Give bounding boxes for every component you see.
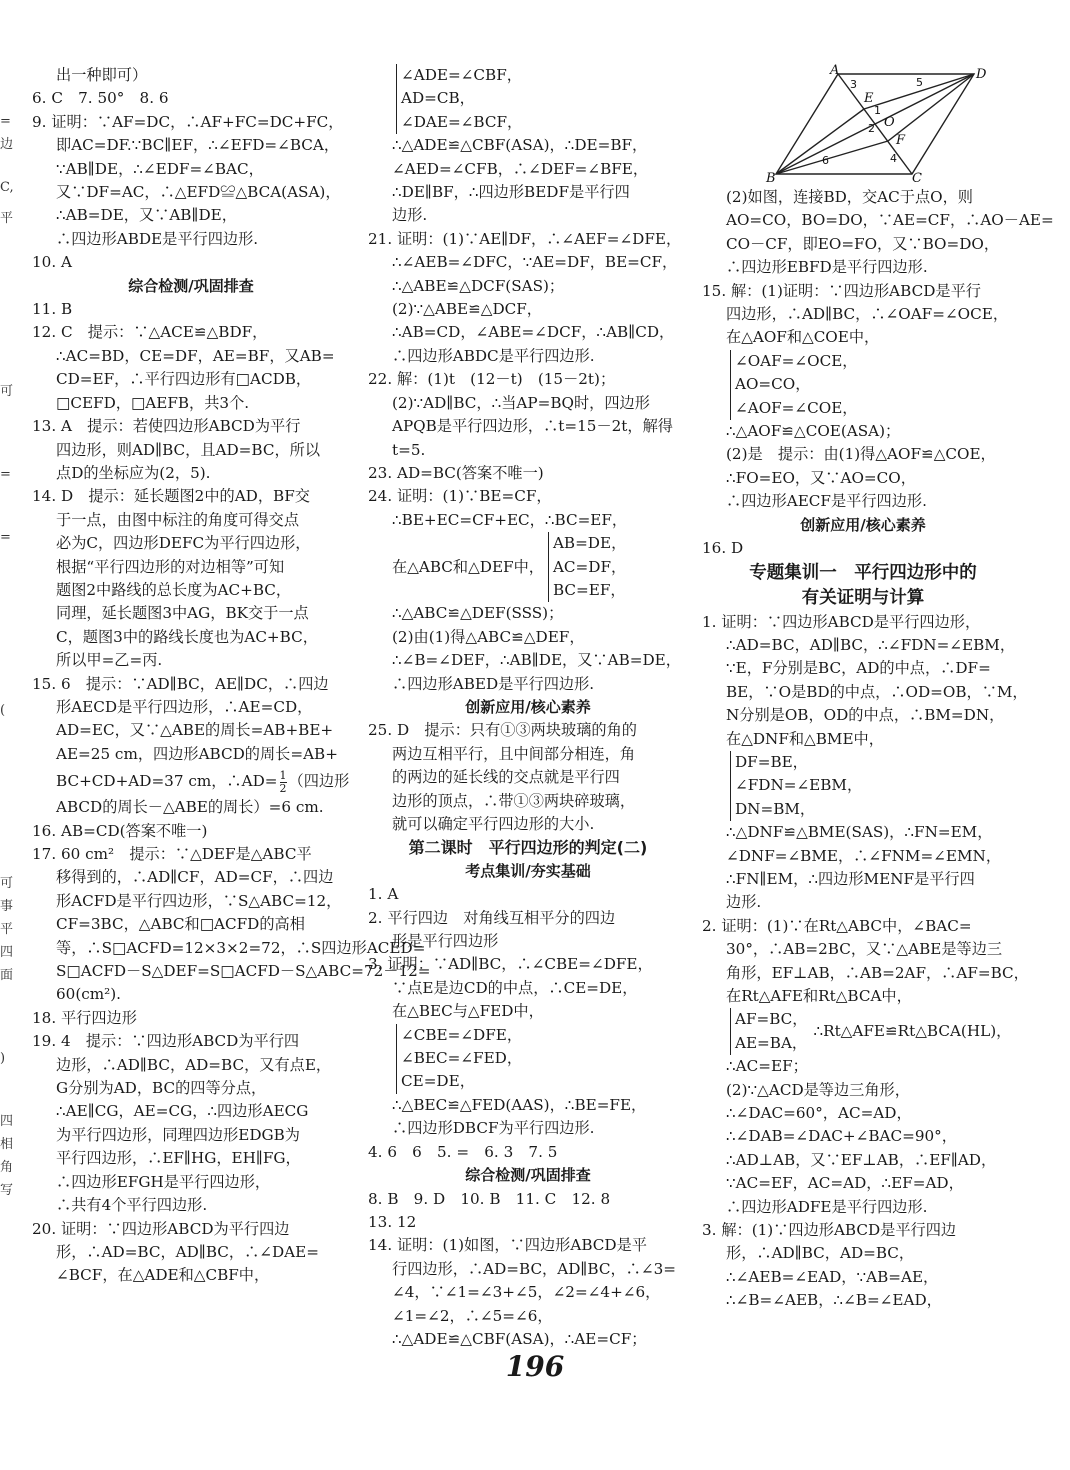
text-line: 形ACFD是平行四边形，∵S△ABC=12，: [56, 891, 342, 910]
equation-system: [730, 350, 1024, 420]
section-heading: 综合检测/巩固排查: [128, 276, 254, 295]
condition-line: AC=DF，: [552, 557, 627, 576]
page-number: 196: [505, 1350, 565, 1383]
text-line: 形AECD是平行四边形，∴AE=CD，: [56, 697, 313, 716]
text-line: AD=EC，又∵△ABE的周长=AB+BE+: [56, 721, 334, 740]
condition-line: DF=BE，: [735, 752, 808, 771]
condition-line: AE=BA，: [735, 1033, 808, 1052]
margin-fragment: C,: [0, 180, 14, 195]
condition-line: ∠FDN=∠EBM，: [735, 776, 863, 795]
text-line: ∠DNF=∠BME，∴∠FNM=∠EMN，: [726, 846, 1002, 865]
text-line: 的两边的延长线的交点就是平行四: [392, 768, 620, 787]
text-line: ∴四边形DBCF为平行四边形.: [392, 1119, 595, 1138]
text-line: ∴△BEC≌△FED(AAS)，∴BE=FE，: [392, 1095, 647, 1114]
section-heading: 综合检测/巩固排查: [465, 1166, 591, 1185]
margin-fragment: 可: [0, 876, 14, 891]
text-line: ∴AB=DE，又∵AB∥DE，: [56, 206, 237, 225]
text-line: 边形的顶点，∴带①③两块碎玻璃，: [392, 791, 635, 810]
angle-label-3: 3: [850, 78, 857, 91]
diagonal-bd: [776, 74, 974, 174]
text-line: 形，∴AD=BC，AD∥BC，∴∠DAE=: [56, 1242, 319, 1261]
margin-fragment: 写: [0, 1183, 14, 1198]
text-line: 边形.: [726, 893, 762, 912]
answer-column-3: [702, 186, 1054, 1313]
text-line: (2)∵△ABE≌△DCF，: [392, 300, 542, 319]
text-line: ∴AD=BC，AD∥BC，∴∠FDN=∠EBM，: [726, 635, 1016, 654]
equation-system: [396, 1024, 688, 1094]
answer-line: 17. 60 cm² 提示：∵△DEF是△ABC平: [32, 845, 312, 863]
text-line: □CEFD，□AEFB，共3个.: [56, 393, 250, 412]
angle-label-2: 2: [868, 122, 875, 135]
topic-heading: 有关证明与计算: [801, 587, 925, 608]
margin-fragment: 四: [0, 1114, 14, 1129]
condition-line: ∠ADE=∠CBF，: [401, 66, 522, 84]
text-line: 同理，延长题图3中AG，BK交于一点: [56, 604, 309, 623]
fraction-denominator: 2: [279, 781, 287, 795]
text-line-with-fraction: [32, 766, 350, 796]
figure-label-F: F: [896, 133, 906, 148]
condition-line: ∠CBE=∠DFE，: [401, 1025, 523, 1044]
answer-line: 8. B 9. D 10. B 11. C 12. 8: [368, 1189, 611, 1208]
text-line: C，题图3中的路线长度也为AC+BC，: [56, 627, 318, 646]
text-line: ∴AB=CD，∠ABE=∠DCF，∴AB∥CD，: [392, 323, 675, 342]
equation-system: [548, 532, 626, 602]
answer-line: 24. 证明：(1)∵BE=CF，: [368, 487, 552, 506]
answer-line: 23. AD=BC(答案不唯一): [368, 463, 544, 482]
margin-fragment: 平: [0, 922, 14, 937]
text-line: 于一点，由图中标注的角度可得交点: [56, 510, 299, 529]
text-line: 60(cm²).: [56, 985, 121, 1004]
text-line: ∴△DNF≌△BME(SAS)，∴FN=EM，: [726, 823, 993, 842]
text-line: ∴四边形ADFE是平行四边形.: [726, 1197, 928, 1216]
text-line: 在△AOF和△COE中，: [726, 328, 880, 347]
figure-label-B: B: [766, 171, 776, 186]
equation-system: [730, 1008, 807, 1055]
text-line: ∴AC=BD，CE=DF，AE=BF，又AB=: [56, 346, 335, 365]
fraction: [280, 770, 287, 795]
answer-column-2: [368, 64, 688, 1351]
answer-line: 14. 证明：(1)如图，∵四边形ABCD是平: [368, 1236, 647, 1255]
text-line: ∴DE∥BF，∴四边形BEDF是平行四: [392, 183, 630, 202]
text-line: 又∵DF=AC，∴△EFD≌△BCA(ASA)，: [56, 183, 341, 202]
text-span: 在△ABC和△DEF中，: [392, 557, 544, 576]
equation-system-row: [702, 1008, 1024, 1055]
angle-label-4: 4: [890, 152, 897, 165]
text-line: ∴四边形EFGH是平行四边形，: [56, 1172, 271, 1191]
text-line: 形是平行四边形: [392, 932, 499, 951]
margin-fragment: (: [0, 703, 6, 718]
answer-line: 22. 解：(1)t (12－t) (15－2t)；: [368, 370, 616, 389]
condition-line: AO=CO，: [735, 375, 811, 394]
text-line: 移得到的，∴AD∥CF，AD=CF，∴四边: [56, 868, 334, 887]
answer-line: 11. B: [32, 300, 73, 319]
text-line: ∴AE∥CG，AE=CG，∴四边形AECG: [56, 1102, 309, 1121]
text-line: ∴共有4个平行四边形.: [56, 1196, 208, 1215]
condition-line: AB=DE，: [552, 534, 627, 553]
text-line: (2)∵AD∥BC，∴当AP=BQ时，四边形: [392, 393, 650, 412]
text-line: 形，∴AD∥BC，AD=BC，: [726, 1244, 915, 1263]
fraction-numerator: 1: [279, 768, 287, 782]
angle-label-5: 5: [916, 76, 923, 89]
lesson-heading: 第二课时 平行四边形的判定(二): [408, 838, 648, 858]
figure-label-C: C: [912, 171, 922, 186]
margin-fragment: 边: [0, 137, 14, 152]
text-line: 在△DNF和△BME中，: [726, 729, 884, 748]
text-line: 边形，∴AD∥BC，AD=BC，又有点E，: [56, 1055, 332, 1074]
text-line: ∴∠DAB=∠DAC+∠BAC=90°，: [726, 1127, 957, 1146]
text-line: ∵E，F分别是BC，AD的中点，∴DF=: [726, 659, 991, 678]
figure-label-D: D: [976, 67, 987, 82]
text-line: ∴四边形ABDC是平行四边形.: [392, 346, 595, 365]
topic-heading: 专题集训一 平行四边形中的: [749, 562, 977, 583]
text-line: 30°，∴AB=2BC，又∵△ABE是等边三: [726, 940, 1003, 959]
text-line: (2)∵△ACD是等边三角形，: [726, 1080, 910, 1099]
text-line: 即AC=DF.∵BC∥EF，∴∠EFD=∠BCA，: [56, 136, 340, 155]
answer-line: 4. 6 6 5. = 6. 3 7. 5: [368, 1142, 558, 1161]
answer-line: 13. A 提示：若使四边形ABCD为平行: [32, 417, 301, 436]
text-span: BC+CD+AD=37 cm，∴AD=: [56, 772, 278, 791]
text-line: 四边形，则AD∥BC，且AD=BC，所以: [56, 440, 321, 459]
answer-line: 1. 证明：∵四边形ABCD是平行四边形，: [702, 612, 981, 631]
text-line: 题图2中路线的总长度为AC+BC，: [56, 580, 292, 599]
text-line: ∵AB∥DE，∴∠EDF=∠BAC，: [56, 159, 264, 178]
parallelogram-figure: [756, 64, 996, 184]
text-line: ∴四边形EBFD是平行四边形.: [726, 258, 928, 277]
answer-line: 16. D: [702, 539, 744, 558]
text-line: AO=CO，BO=DO，∵AE=CF，∴AO－AE=: [726, 211, 1054, 230]
text-line: AE=25 cm，四边形ABCD的周长=AB+: [56, 744, 338, 763]
text-line: ∠4，∵∠1=∠3+∠5，∠2=∠4+∠6，: [392, 1283, 661, 1302]
text-span: ∴Rt△AFE≌Rt△BCA(HL)，: [813, 1022, 1012, 1041]
text-line: N分别是OB，OD的中点，∴BM=DN，: [726, 706, 1005, 725]
text-line: ∴四边形AECF是平行四边形.: [726, 492, 927, 511]
margin-fragment: =: [0, 467, 11, 482]
text-line: 就可以确定平行四边形的大小.: [392, 815, 595, 833]
margin-fragment: 平: [0, 211, 14, 226]
answer-line: 3. 解：(1)∵四边形ABCD是平行四边: [702, 1221, 957, 1240]
margin-fragment: 事: [0, 899, 14, 914]
answer-line: 19. 4 提示：∵四边形ABCD为平行四: [32, 1032, 300, 1051]
text-line: 为平行四边形，同理四边形EDGB为: [56, 1125, 300, 1144]
answer-line: 16. AB=CD(答案不唯一): [32, 821, 208, 840]
answer-line: 12. C 提示：∵△ACE≌△BDF，: [32, 323, 268, 342]
condition-line: CE=DE，: [401, 1072, 475, 1091]
margin-fragment: 角: [0, 1160, 14, 1175]
segment-fd: [888, 74, 974, 141]
text-line: ∴FO=EO，又∵AO=CO，: [726, 468, 916, 487]
text-line: 在△BEC与△FED中，: [392, 1002, 544, 1021]
text-line: ∵点E是边CD的中点，∴CE=DE，: [392, 978, 638, 997]
section-heading: 创新应用/核心素养: [800, 515, 926, 534]
text-line: ∠BCF，在△ADE和△CBF中，: [56, 1266, 270, 1285]
text-line: 平行四边形，∴EF∥HG，EH∥FG，: [56, 1149, 301, 1168]
section-heading: 考点集训/夯实基础: [465, 861, 591, 880]
segment-be: [776, 109, 864, 174]
text-line: ∴∠DAC=60°，AC=AD，: [726, 1104, 912, 1123]
answer-line: 2. 证明：(1)∵在Rt△ABC中，∠BAC=: [702, 916, 972, 935]
condition-line: ∠AOF=∠COE，: [735, 398, 858, 417]
answer-line: 15. 解：(1)证明：∵四边形ABCD是平行: [702, 281, 981, 300]
answer-line: 1. A: [368, 885, 399, 904]
text-line: ABCD的周长－△ABE的周长）=6 cm.: [56, 798, 324, 817]
answer-line: 10. A: [32, 253, 72, 272]
text-line: S□ACFD－S△DEF=S□ACFD－S△ABC=72－12=: [56, 962, 431, 981]
text-line: APQB是平行四边形，∴t=15－2t，解得: [392, 417, 673, 436]
text-line: ∴∠AEB=∠DFC，∵AE=DF，BE=CF，: [392, 253, 678, 272]
margin-fragment: 相: [0, 1137, 14, 1152]
condition-line: ∠OAF=∠OCE，: [735, 351, 858, 370]
condition-line: BC=EF，: [552, 580, 626, 599]
condition-line: ∠DAE=∠BCF，: [401, 112, 523, 131]
angle-label-1: 1: [874, 104, 881, 117]
text-line: ∴△ADE≌△CBF(ASA)，∴DE=BF，: [392, 136, 648, 155]
text-line: 在Rt△AFE和Rt△BCA中，: [726, 987, 912, 1005]
text-line: ∴四边形ABED是平行四边形.: [392, 674, 595, 693]
text-line: 等，∴S□ACFD=12×3×2=72，∴S四边形ACED=: [56, 938, 426, 957]
text-line: ∴△ABE≌△DCF(SAS)；: [392, 276, 565, 295]
text-line: ∴∠B=∠AEB，∴∠B=∠EAD，: [726, 1291, 942, 1310]
text-line: 两边互相平行，且中间部分相连，角: [392, 744, 635, 763]
text-line: ∴AD⊥AB，又∵EF⊥AB，∴EF∥AD，: [726, 1150, 997, 1169]
text-line: ∠AED=∠CFB，∴∠DEF=∠BFE，: [392, 159, 649, 178]
answer-line: 25. D 提示：只有①③两块玻璃的角的: [368, 721, 637, 740]
text-line: 所以甲=乙=丙.: [56, 651, 163, 670]
text-line: G分别为AD，BC的四等分点，: [56, 1079, 267, 1098]
text-line: ∴∠B=∠DEF，∴AB∥DE，又∵AB=DE，: [392, 651, 681, 670]
answer-line: 21. 证明：(1)∵AE∥DF，∴∠AEF=∠DFE，: [368, 229, 682, 248]
text-line: (2)是 提示：由(1)得△AOF≌△COE，: [726, 445, 996, 464]
text-line: ∴△AOF≌△COE(ASA)；: [726, 422, 901, 441]
equation-system: [730, 751, 1024, 821]
left-margin-fragments: [0, 110, 14, 1202]
answer-line: 15. 6 提示：∵AD∥BC，AE∥DC，∴四边: [32, 674, 329, 693]
equation-system-row: [368, 532, 688, 602]
text-line: ∴△ABC≌△DEF(SSS)；: [392, 604, 564, 623]
text-line: 行四边形，∴AD=BC，AD∥BC，∴∠3=: [392, 1259, 676, 1278]
answer-line: 13. 12: [368, 1212, 417, 1231]
text-line: 根据“平行四边形的对边相等”可知: [56, 557, 285, 576]
condition-line: DN=BM，: [735, 799, 816, 818]
text-line: CF=3BC，△ABC和□ACFD的高相: [56, 915, 305, 934]
condition-line: AD=CB，: [401, 89, 475, 108]
text-line: 出一种即可）: [56, 66, 148, 84]
text-line: ∴△ADE≌△CBF(ASA)，∴AE=CF；: [392, 1329, 647, 1348]
text-line: ∴四边形ABDE是平行四边形.: [56, 229, 259, 248]
figure-label-E: E: [864, 91, 874, 106]
angle-label-6: 6: [822, 154, 829, 167]
text-line: (2)如图，连接BD，交AC于点O，则: [726, 188, 973, 206]
answer-line: 3. 证明：∵AD∥BC，∴∠CBE=∠DFE，: [368, 955, 653, 974]
text-line: 必为C，四边形DEFC为平行四边形，: [56, 534, 311, 553]
text-line: 点D的坐标应为(2，5).: [56, 463, 211, 482]
text-line: 角形，EF⊥AB，∴AB=2AF，∴AF=BC，: [726, 963, 1029, 982]
margin-fragment: 面: [0, 968, 14, 983]
answer-line: 14. D 提示：延长题图2中的AD，BF交: [32, 487, 310, 506]
answer-line: 2. 平行四边 对角线互相平分的四边: [368, 908, 616, 927]
equation-system: [396, 64, 688, 134]
answer-line: 9. 证明：∵AF=DC，∴AF+FC=DC+FC，: [32, 112, 344, 131]
text-line: ∵AC=EF，AC=AD，∴EF=AD，: [726, 1174, 964, 1193]
margin-fragment: 四: [0, 945, 14, 960]
condition-line: AF=BC，: [735, 1010, 808, 1029]
margin-fragment: 可: [0, 384, 14, 399]
figure-label-A: A: [830, 63, 840, 78]
text-line: BE，∵O是BD的中点，∴OD=OB，∵M，: [726, 682, 1028, 701]
text-line: ∴∠AEB=∠EAD，∵AB=AE，: [726, 1267, 939, 1286]
answer-line: 20. 证明：∵四边形ABCD为平行四边: [32, 1219, 290, 1238]
text-line: ∠1=∠2，∴∠5=∠6，: [392, 1306, 553, 1325]
text-line: (2)由(1)得△ABC≌△DEF，: [392, 627, 585, 646]
text-line: ∴BE+EC=CF+EC，∴BC=EF，: [392, 510, 628, 529]
text-line: CD=EF，∴平行四边形有□ACDB，: [56, 370, 312, 389]
figure-label-O: O: [884, 115, 895, 130]
text-line: ∴FN∥EM，∴四边形MENF是平行四: [726, 869, 975, 888]
text-line: 四边形，∴AD∥BC，∴∠OAF=∠OCE，: [726, 305, 1009, 324]
text-line: t=5.: [392, 440, 426, 459]
margin-fragment: ): [0, 1051, 6, 1066]
text-span: （四边形: [288, 772, 350, 791]
text-line: CO－CF，即EO=FO，又∵BO=DO，: [726, 234, 1000, 253]
margin-fragment: =: [0, 530, 11, 545]
answer-line: 6. C 7. 50° 8. 6: [32, 89, 169, 108]
answer-line: 18. 平行四边形: [32, 1008, 137, 1027]
text-line: ∴AC=EF；: [726, 1057, 808, 1076]
condition-line: ∠BEC=∠FED，: [401, 1049, 523, 1068]
section-heading: 创新应用/核心素养: [465, 697, 591, 716]
text-line: 边形.: [392, 206, 428, 225]
margin-fragment: =: [0, 114, 11, 129]
